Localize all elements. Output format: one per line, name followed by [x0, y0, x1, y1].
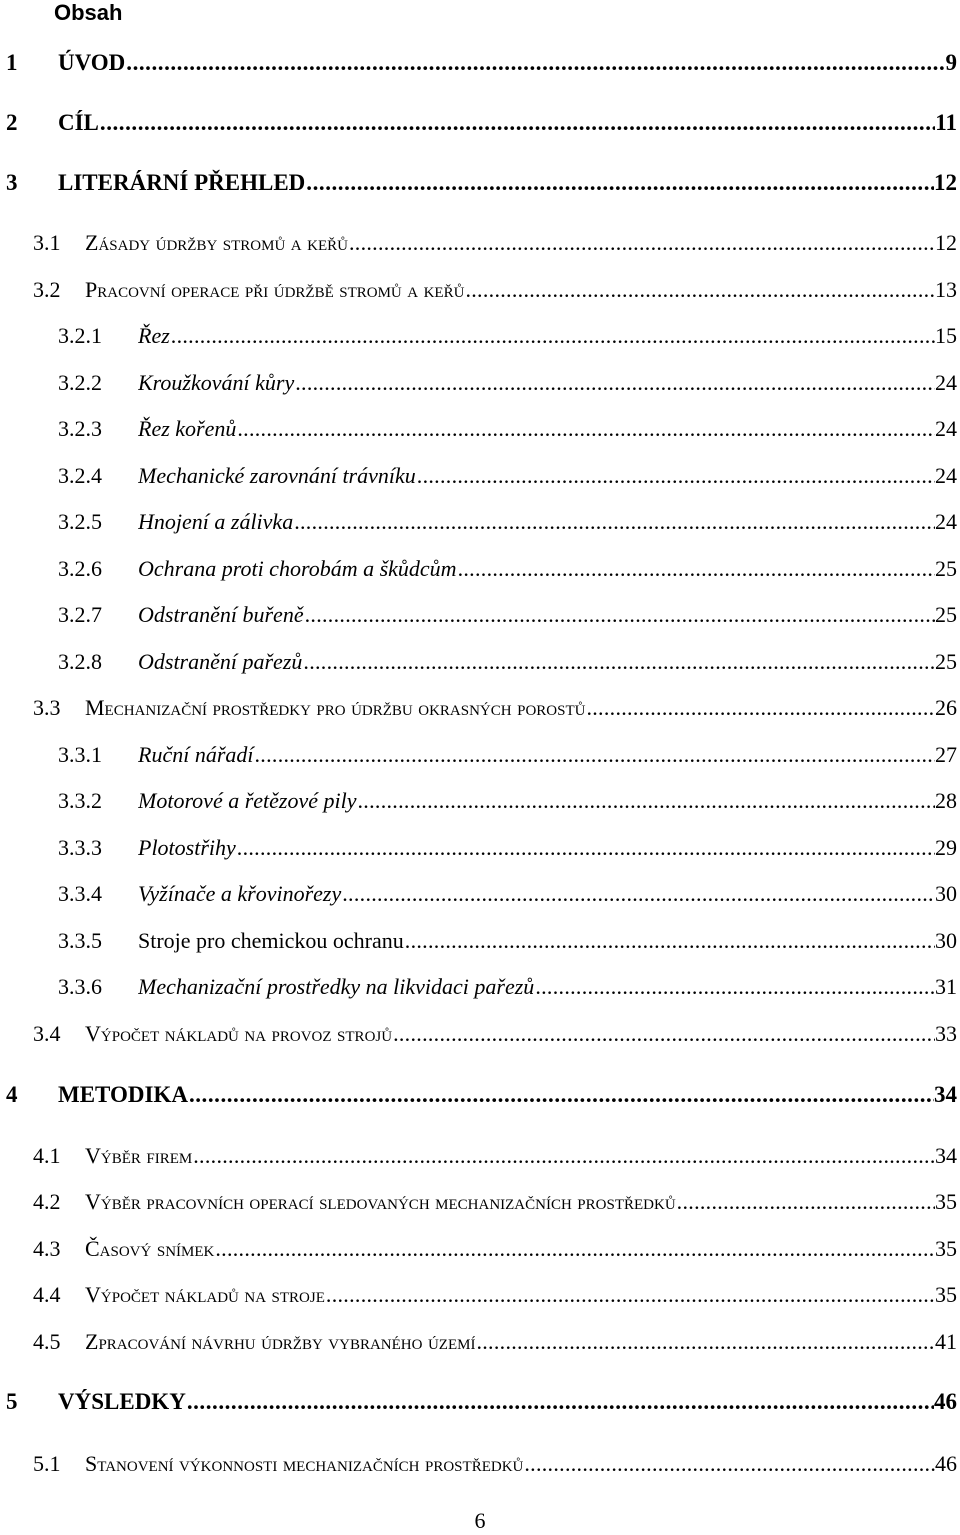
toc-entry-title[interactable]: LITERÁRNÍ PŘEHLED — [58, 170, 306, 195]
dot-leader — [254, 740, 936, 770]
toc-entry[interactable] — [0, 600, 960, 630]
toc-entry-number: 5.1 — [33, 1451, 61, 1476]
toc-entry-body — [85, 275, 957, 305]
toc-entry-page: 12 — [935, 230, 957, 255]
toc-entry-number: 5 — [6, 1389, 18, 1414]
dot-leader — [192, 1141, 935, 1171]
toc-entry-title[interactable]: Zásady údržby stromů a keřů — [85, 230, 348, 255]
toc-entry-title[interactable]: Řez kořenů — [138, 416, 237, 441]
toc-entry-number: 3.3.3 — [58, 835, 102, 860]
toc-entry[interactable] — [0, 228, 960, 258]
toc-entry-number: 3.2.8 — [58, 649, 102, 674]
toc-entry[interactable] — [0, 1080, 960, 1110]
toc-entry[interactable] — [0, 1141, 960, 1171]
toc-entry-page: 25 — [935, 602, 957, 627]
dot-leader — [302, 647, 935, 677]
toc-entry-number: 4.3 — [33, 1236, 61, 1261]
toc-entry[interactable] — [0, 1234, 960, 1264]
toc-entry-title[interactable]: CÍL — [58, 110, 99, 135]
toc-entry-title[interactable]: Výběr pracovních operací sledovaných mechanizačních prostředků — [85, 1189, 676, 1214]
dot-leader — [585, 693, 935, 723]
dot-leader — [214, 1234, 935, 1264]
toc-entry-title[interactable]: Časový snímek — [85, 1236, 215, 1261]
toc-entry-page: 24 — [935, 416, 957, 441]
toc-entry-page: 15 — [935, 323, 957, 348]
toc-entry-body — [138, 926, 957, 956]
toc-entry-number: 3.3.4 — [58, 881, 102, 906]
toc-entry-page: 25 — [935, 556, 957, 581]
toc-entry[interactable] — [0, 693, 960, 723]
toc-entry-number: 4.4 — [33, 1282, 61, 1307]
toc-entry-body — [138, 461, 957, 491]
toc-entry-title[interactable]: Řez — [138, 323, 170, 348]
dot-leader — [416, 461, 935, 491]
toc-entry-title[interactable]: Odstranění buřeně — [138, 602, 304, 627]
toc-entry-body — [85, 1187, 957, 1217]
toc-entry[interactable] — [0, 554, 960, 584]
toc-entry-title[interactable]: Výpočet nákladů na stroje — [85, 1282, 325, 1307]
dot-leader — [325, 1280, 935, 1310]
toc-entry-number: 3.2.7 — [58, 602, 102, 627]
toc-entry-body — [58, 108, 957, 138]
toc-entry-number: 4.5 — [33, 1329, 61, 1354]
dot-leader — [125, 48, 945, 78]
dot-leader — [236, 833, 935, 863]
dot-leader — [236, 414, 935, 444]
toc-entry-page: 46 — [935, 1451, 957, 1476]
toc-entry-title[interactable]: Výběr firem — [85, 1143, 193, 1168]
toc-entry-number: 1 — [6, 50, 18, 75]
toc-entry[interactable] — [0, 972, 960, 1002]
toc-entry[interactable] — [0, 879, 960, 909]
toc-entry-title[interactable]: Ochrana proti chorobám a škůdcům — [138, 556, 457, 581]
dot-leader — [294, 368, 935, 398]
toc-entry-number: 3.3.5 — [58, 928, 102, 953]
toc-entry-body — [85, 228, 957, 258]
dot-leader — [357, 786, 936, 816]
toc-entry-number: 3.2.3 — [58, 416, 102, 441]
toc-entry-title[interactable]: Ruční nářadí — [138, 742, 254, 767]
dot-leader — [188, 1080, 934, 1110]
toc-entry-page: 41 — [935, 1329, 957, 1354]
toc-entry-page: 35 — [935, 1236, 957, 1261]
dot-leader — [676, 1187, 935, 1217]
toc-entry-page: 30 — [935, 928, 957, 953]
toc-entry-body — [85, 1327, 957, 1357]
toc-entry-body — [138, 368, 957, 398]
toc-entry[interactable] — [0, 168, 960, 198]
dot-leader — [293, 507, 935, 537]
toc-entry[interactable] — [0, 275, 960, 305]
toc-entry[interactable] — [0, 740, 960, 770]
toc-entry-body — [85, 693, 957, 723]
toc-entry-title[interactable]: Vyžínače a křovinořezy — [138, 881, 342, 906]
toc-entry-title[interactable]: Mechanizační prostředky pro údržbu okrasných porostů — [85, 695, 586, 720]
toc-entry-number: 3.2.1 — [58, 323, 102, 348]
toc-entry-title[interactable]: VÝSLEDKY — [58, 1389, 186, 1414]
toc-entry[interactable] — [0, 368, 960, 398]
toc-entry-page: 13 — [935, 277, 957, 302]
toc-entry-page: 34 — [935, 1143, 957, 1168]
toc-entry-page: 24 — [935, 370, 957, 395]
toc-entry-page: 30 — [935, 881, 957, 906]
toc-entry-number: 3.2 — [33, 277, 61, 302]
toc-entry-number: 3.3.2 — [58, 788, 102, 813]
toc-entry-title[interactable]: Hnojení a zálivka — [138, 509, 294, 534]
toc-entry-number: 3.4 — [33, 1021, 61, 1046]
toc-entry-title[interactable]: Výpočet nákladů na provoz strojů — [85, 1021, 393, 1046]
dot-leader — [341, 879, 935, 909]
dot-leader — [348, 228, 935, 258]
toc-entry-number: 4.1 — [33, 1143, 61, 1168]
toc-entry-number: 4 — [6, 1082, 18, 1107]
dot-leader — [186, 1387, 934, 1417]
dot-leader — [457, 554, 935, 584]
toc-entry[interactable] — [0, 461, 960, 491]
toc-entry-page: 46 — [934, 1389, 957, 1414]
toc-entry-number: 3.2.4 — [58, 463, 102, 488]
toc-entry-number: 4.2 — [33, 1189, 61, 1214]
toc-entry-title[interactable]: ÚVOD — [58, 50, 126, 75]
toc-entry-number: 3.2.2 — [58, 370, 102, 395]
toc-entry-body — [58, 1080, 957, 1110]
toc-entry[interactable] — [0, 1280, 960, 1310]
toc-entry-body — [58, 168, 957, 198]
toc-entry-body — [58, 1387, 957, 1417]
toc-entry-page: 31 — [935, 974, 957, 999]
dot-leader — [464, 275, 935, 305]
toc-entry[interactable] — [0, 926, 960, 956]
toc-entry-page: 25 — [935, 649, 957, 674]
toc-entry-body — [85, 1280, 957, 1310]
toc-entry-number: 3.3.6 — [58, 974, 102, 999]
toc-entry-page: 35 — [935, 1282, 957, 1307]
toc-entry-body — [138, 740, 957, 770]
toc-entry-body — [138, 879, 957, 909]
toc-entry-number: 2 — [6, 110, 18, 135]
toc-entry-page: 33 — [935, 1021, 957, 1046]
toc-entry-page: 28 — [935, 788, 957, 813]
toc-entry-page: 24 — [935, 463, 957, 488]
toc-entry-title[interactable]: Stanovení výkonnosti mechanizačních prostředků — [85, 1451, 524, 1476]
toc-entry[interactable] — [0, 321, 960, 351]
toc-entry-page: 35 — [935, 1189, 957, 1214]
toc-entry-body — [85, 1141, 957, 1171]
toc-entry-number: 3.2.6 — [58, 556, 102, 581]
toc-entry-number: 3.3.1 — [58, 742, 102, 767]
toc-entry[interactable] — [0, 48, 960, 78]
dot-leader — [392, 1019, 935, 1049]
toc-entry-title[interactable]: Kroužkování kůry — [138, 370, 295, 395]
toc-entry[interactable] — [0, 1187, 960, 1217]
toc-entry-title[interactable]: Pracovní operace při údržbě stromů a keřů — [85, 277, 465, 302]
toc-entry[interactable] — [0, 786, 960, 816]
toc-entry[interactable] — [0, 414, 960, 444]
toc-entry[interactable] — [0, 507, 960, 537]
toc-entry-body — [85, 1019, 957, 1049]
toc-entry-number: 3.1 — [33, 230, 61, 255]
toc-entry-title[interactable]: Odstranění pařezů — [138, 649, 303, 674]
toc-entry-title[interactable]: Mechanické zarovnání trávníku — [138, 463, 416, 488]
dot-leader — [534, 972, 935, 1002]
toc-entry-body — [138, 600, 957, 630]
toc-entry[interactable] — [0, 1449, 960, 1479]
page-number: 6 — [474, 1508, 486, 1533]
toc-entry-page: 12 — [934, 170, 957, 195]
toc-entry-body — [138, 321, 957, 351]
dot-leader — [404, 926, 935, 956]
toc-entry[interactable] — [0, 647, 960, 677]
toc-entry-page: 34 — [934, 1082, 957, 1107]
toc-entry-body — [138, 647, 957, 677]
toc-entry-title[interactable]: METODIKA — [58, 1082, 188, 1107]
dot-leader — [475, 1327, 935, 1357]
toc-entry-body — [138, 507, 957, 537]
toc-entry-title[interactable]: Plotostřihy — [138, 835, 236, 860]
toc-entry-page: 9 — [945, 50, 957, 75]
toc-entry-title[interactable]: Stroje pro chemickou ochranu — [138, 928, 404, 953]
page-title: Obsah — [54, 0, 123, 25]
toc-entry-title[interactable]: Zpracování návrhu údržby vybraného území — [85, 1329, 476, 1354]
toc-entry-page: 27 — [935, 742, 957, 767]
dot-leader — [523, 1449, 935, 1479]
toc-entry-page: 11 — [935, 110, 957, 135]
toc-entry-body — [138, 554, 957, 584]
toc-entry-page: 26 — [935, 695, 957, 720]
toc-entry-body — [138, 972, 957, 1002]
dot-leader — [99, 108, 935, 138]
toc-entry-body — [138, 833, 957, 863]
toc-entry-body — [85, 1234, 957, 1264]
toc-entry-number: 3.3 — [33, 695, 61, 720]
toc-entry-title[interactable]: Motorové a řetězové pily — [138, 788, 357, 813]
toc-entry[interactable] — [0, 833, 960, 863]
toc-entry-body — [138, 786, 957, 816]
toc-entry-number: 3.2.5 — [58, 509, 102, 534]
dot-leader — [170, 321, 935, 351]
toc-entry-body — [138, 414, 957, 444]
toc-entry[interactable] — [0, 108, 960, 138]
dot-leader — [304, 600, 935, 630]
toc-entry-body — [85, 1449, 957, 1479]
toc-entry[interactable] — [0, 1327, 960, 1357]
toc-entry[interactable] — [0, 1387, 960, 1417]
dot-leader — [305, 168, 934, 198]
toc-entry-page: 29 — [935, 835, 957, 860]
toc-entry-page: 24 — [935, 509, 957, 534]
toc-entry-body — [58, 48, 957, 78]
toc-entry-number: 3 — [6, 170, 18, 195]
toc-entry[interactable] — [0, 1019, 960, 1049]
toc-entry-title[interactable]: Mechanizační prostředky na likvidaci pařezů — [138, 974, 535, 999]
